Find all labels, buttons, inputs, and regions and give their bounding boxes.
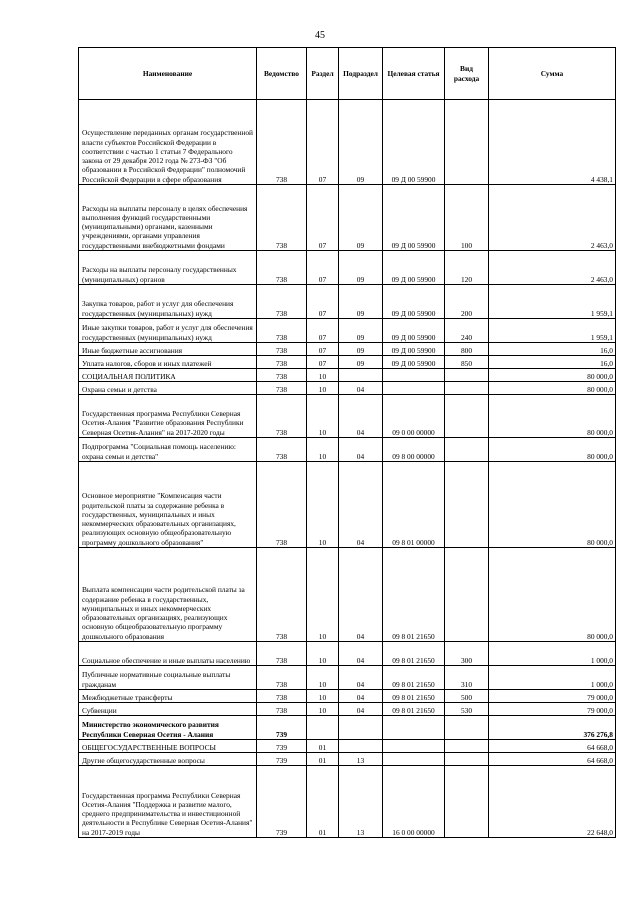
row-ved: 738 <box>257 185 307 251</box>
row-razdel: 10 <box>307 462 339 548</box>
table-row <box>79 740 616 753</box>
row-target-article: 09 8 01 21650 <box>383 548 445 642</box>
row-podrazdel: 09 <box>339 285 383 319</box>
row-razdel: 10 <box>307 703 339 716</box>
row-podrazdel: 04 <box>339 382 383 395</box>
row-name: Осуществление переданных органам государственной власти субъектов Российской Федерации в соответствии с частью 1 статьи 7 Федерального закона от 29 декабря 2012 года № 273-ФЗ "Об образовании в Российской Федерации" полномочий Российской Федерации в сфере образования <box>79 100 257 185</box>
row-podrazdel: 04 <box>339 703 383 716</box>
table-row <box>79 690 616 703</box>
row-ved: 738 <box>257 642 307 666</box>
row-razdel: 07 <box>307 343 339 356</box>
row-podrazdel: 04 <box>339 548 383 642</box>
table-row <box>79 100 616 185</box>
row-target-article: 09 8 01 21650 <box>383 642 445 666</box>
row-sum: 16,0 <box>489 343 616 356</box>
row-ved: 738 <box>257 356 307 369</box>
row-ved: 738 <box>257 382 307 395</box>
table-row <box>79 716 616 740</box>
row-razdel <box>307 716 339 740</box>
row-name: Межбюджетные трансферты <box>79 690 257 703</box>
row-expense-type <box>445 369 489 382</box>
row-razdel: 01 <box>307 766 339 838</box>
row-sum: 1 959,1 <box>489 319 616 343</box>
row-name: Публичные нормативные социальные выплаты гражданам <box>79 666 257 690</box>
row-expense-type <box>445 438 489 462</box>
row-ved: 738 <box>257 462 307 548</box>
row-sum: 80 000,0 <box>489 395 616 438</box>
row-ved: 739 <box>257 753 307 766</box>
row-name: Охрана семьи и детства <box>79 382 257 395</box>
row-ved: 738 <box>257 251 307 285</box>
row-ved: 738 <box>257 285 307 319</box>
row-razdel: 10 <box>307 548 339 642</box>
row-expense-type: 300 <box>445 642 489 666</box>
row-sum: 80 000,0 <box>489 369 616 382</box>
row-razdel: 07 <box>307 285 339 319</box>
row-ved: 738 <box>257 343 307 356</box>
row-expense-type <box>445 382 489 395</box>
row-podrazdel: 04 <box>339 666 383 690</box>
row-name: СОЦИАЛЬНАЯ ПОЛИТИКА <box>79 369 257 382</box>
row-podrazdel: 09 <box>339 356 383 369</box>
row-target-article: 09 8 01 00000 <box>383 462 445 548</box>
row-podrazdel: 04 <box>339 642 383 666</box>
row-podrazdel: 04 <box>339 462 383 548</box>
row-name: Государственная программа Республики Северная Осетия-Алания "Развитие образования Республики Северная Осетия-Алания" на 2017-2020 годы <box>79 395 257 438</box>
budget-table <box>78 47 616 838</box>
row-name: Другие общегосударственные вопросы <box>79 753 257 766</box>
row-razdel: 10 <box>307 382 339 395</box>
row-target-article <box>383 716 445 740</box>
row-expense-type: 530 <box>445 703 489 716</box>
table-row <box>79 356 616 369</box>
row-expense-type: 240 <box>445 319 489 343</box>
row-expense-type: 310 <box>445 666 489 690</box>
row-sum: 64 668,0 <box>489 753 616 766</box>
row-expense-type <box>445 462 489 548</box>
table-row <box>79 369 616 382</box>
row-podrazdel: 09 <box>339 251 383 285</box>
row-sum: 79 000,0 <box>489 703 616 716</box>
row-ved: 738 <box>257 690 307 703</box>
table-row <box>79 185 616 251</box>
row-podrazdel: 04 <box>339 438 383 462</box>
row-sum: 80 000,0 <box>489 462 616 548</box>
row-expense-type: 120 <box>445 251 489 285</box>
row-podrazdel <box>339 369 383 382</box>
row-podrazdel: 13 <box>339 766 383 838</box>
row-sum: 80 000,0 <box>489 438 616 462</box>
row-name: ОБЩЕГОСУДАРСТВЕННЫЕ ВОПРОСЫ <box>79 740 257 753</box>
row-target-article: 09 Д 00 59900 <box>383 319 445 343</box>
row-target-article: 09 8 01 21650 <box>383 690 445 703</box>
row-razdel: 10 <box>307 369 339 382</box>
row-expense-type <box>445 100 489 185</box>
table-row <box>79 642 616 666</box>
table-row <box>79 251 616 285</box>
row-expense-type <box>445 716 489 740</box>
row-target-article: 09 8 01 21650 <box>383 703 445 716</box>
column-header-target-article: Целевая статья <box>383 48 445 100</box>
column-header-sum: Сумма <box>489 48 616 100</box>
table-row <box>79 766 616 838</box>
row-name: Уплата налогов, сборов и иных платежей <box>79 356 257 369</box>
row-ved: 738 <box>257 369 307 382</box>
row-razdel: 07 <box>307 356 339 369</box>
row-sum: 16,0 <box>489 356 616 369</box>
row-ved: 738 <box>257 548 307 642</box>
table-row <box>79 438 616 462</box>
table-row <box>79 343 616 356</box>
row-name: Расходы на выплаты персоналу государственных (муниципальных) органов <box>79 251 257 285</box>
row-podrazdel: 04 <box>339 690 383 703</box>
row-expense-type: 500 <box>445 690 489 703</box>
row-expense-type <box>445 753 489 766</box>
row-podrazdel <box>339 740 383 753</box>
row-name: Иные закупки товаров, работ и услуг для обеспечения государственных (муниципальных) нужд <box>79 319 257 343</box>
row-sum: 2 463,0 <box>489 251 616 285</box>
row-sum: 64 668,0 <box>489 740 616 753</box>
row-expense-type: 800 <box>445 343 489 356</box>
row-name: Расходы на выплаты персоналу в целях обеспечения выполнения функций государственными (муниципальными) органами, казенными учреждениями, органами управления государственными внебюджетными фондами <box>79 185 257 251</box>
table-row <box>79 462 616 548</box>
row-razdel: 10 <box>307 395 339 438</box>
row-podrazdel <box>339 716 383 740</box>
row-sum: 4 438,1 <box>489 100 616 185</box>
row-ved: 738 <box>257 395 307 438</box>
table-row <box>79 548 616 642</box>
row-target-article <box>383 369 445 382</box>
row-razdel: 10 <box>307 642 339 666</box>
row-ved: 738 <box>257 100 307 185</box>
row-ved: 738 <box>257 666 307 690</box>
table-body <box>79 100 616 838</box>
row-target-article: 09 8 01 21650 <box>383 666 445 690</box>
row-podrazdel: 09 <box>339 100 383 185</box>
row-ved: 738 <box>257 438 307 462</box>
row-expense-type: 100 <box>445 185 489 251</box>
row-expense-type: 850 <box>445 356 489 369</box>
row-target-article: 09 Д 00 59900 <box>383 251 445 285</box>
row-target-article: 09 Д 00 59900 <box>383 343 445 356</box>
row-podrazdel: 04 <box>339 395 383 438</box>
column-header-name: Наименование <box>79 48 257 100</box>
row-ved: 739 <box>257 766 307 838</box>
column-header-podrazdel: Подраздел <box>339 48 383 100</box>
row-target-article <box>383 382 445 395</box>
row-ved: 739 <box>257 716 307 740</box>
row-sum: 1 959,1 <box>489 285 616 319</box>
row-sum: 1 000,0 <box>489 666 616 690</box>
row-razdel: 10 <box>307 438 339 462</box>
row-ved: 739 <box>257 740 307 753</box>
row-name: Основное мероприятие "Компенсация части родительской платы за содержание ребенка в государственных, муниципальных и иных некоммерческих образовательных организациях, реализующих основную общеобразовательную программу дошкольного образования" <box>79 462 257 548</box>
row-expense-type <box>445 548 489 642</box>
row-ved: 738 <box>257 319 307 343</box>
row-name: Иные бюджетные ассигнования <box>79 343 257 356</box>
row-ved: 738 <box>257 703 307 716</box>
row-target-article: 09 Д 00 59900 <box>383 356 445 369</box>
column-header-expense-type: Вид расхода <box>445 48 489 100</box>
row-podrazdel: 09 <box>339 319 383 343</box>
row-sum: 376 276,8 <box>489 716 616 740</box>
row-razdel: 10 <box>307 666 339 690</box>
row-podrazdel: 09 <box>339 185 383 251</box>
row-target-article: 16 0 00 00000 <box>383 766 445 838</box>
row-expense-type <box>445 395 489 438</box>
row-target-article: 09 0 00 00000 <box>383 395 445 438</box>
table-row <box>79 285 616 319</box>
row-razdel: 07 <box>307 319 339 343</box>
table-row <box>79 703 616 716</box>
row-expense-type: 200 <box>445 285 489 319</box>
column-header-ved: Ведомство <box>257 48 307 100</box>
table-row <box>79 319 616 343</box>
row-expense-type <box>445 740 489 753</box>
row-razdel: 07 <box>307 251 339 285</box>
row-razdel: 07 <box>307 100 339 185</box>
column-header-razdel: Раздел <box>307 48 339 100</box>
row-podrazdel: 13 <box>339 753 383 766</box>
row-razdel: 07 <box>307 185 339 251</box>
row-target-article <box>383 753 445 766</box>
table-row <box>79 666 616 690</box>
row-sum: 1 000,0 <box>489 642 616 666</box>
row-name: Выплата компенсации части родительской платы за содержание ребенка в государственных, муниципальных и иных некоммерческих образовательных организациях, реализующих основную общеобразовательную программу дошкольного образования <box>79 548 257 642</box>
row-podrazdel: 09 <box>339 343 383 356</box>
row-target-article: 09 Д 00 59900 <box>383 185 445 251</box>
row-sum: 79 000,0 <box>489 690 616 703</box>
row-target-article: 09 Д 00 59900 <box>383 100 445 185</box>
row-name: Закупка товаров, работ и услуг для обеспечения государственных (муниципальных) нужд <box>79 285 257 319</box>
row-razdel: 01 <box>307 753 339 766</box>
table-row <box>79 395 616 438</box>
row-razdel: 10 <box>307 690 339 703</box>
row-sum: 2 463,0 <box>489 185 616 251</box>
table-row <box>79 382 616 395</box>
row-target-article: 09 8 00 00000 <box>383 438 445 462</box>
row-name: Субвенции <box>79 703 257 716</box>
row-target-article: 09 Д 00 59900 <box>383 285 445 319</box>
row-razdel: 01 <box>307 740 339 753</box>
row-sum: 22 648,0 <box>489 766 616 838</box>
table-row <box>79 753 616 766</box>
page-number: 45 <box>315 30 325 41</box>
row-name: Государственная программа Республики Северная Осетия-Алания "Поддержка и развитие малого, среднего предпринимательства и инвестиционной деятельности в Республике Северная Осетия-Алания" на 2017-2019 годы <box>79 766 257 838</box>
row-sum: 80 000,0 <box>489 382 616 395</box>
row-expense-type <box>445 766 489 838</box>
row-name: Министерство экономического развития Республики Северная Осетия - Алания <box>79 716 257 740</box>
row-target-article <box>383 740 445 753</box>
table-header-row <box>79 48 616 100</box>
row-sum: 80 000,0 <box>489 548 616 642</box>
row-name: Социальное обеспечение и иные выплаты населению <box>79 642 257 666</box>
row-name: Подпрограмма "Социальная помощь населению: охрана семьи и детства" <box>79 438 257 462</box>
